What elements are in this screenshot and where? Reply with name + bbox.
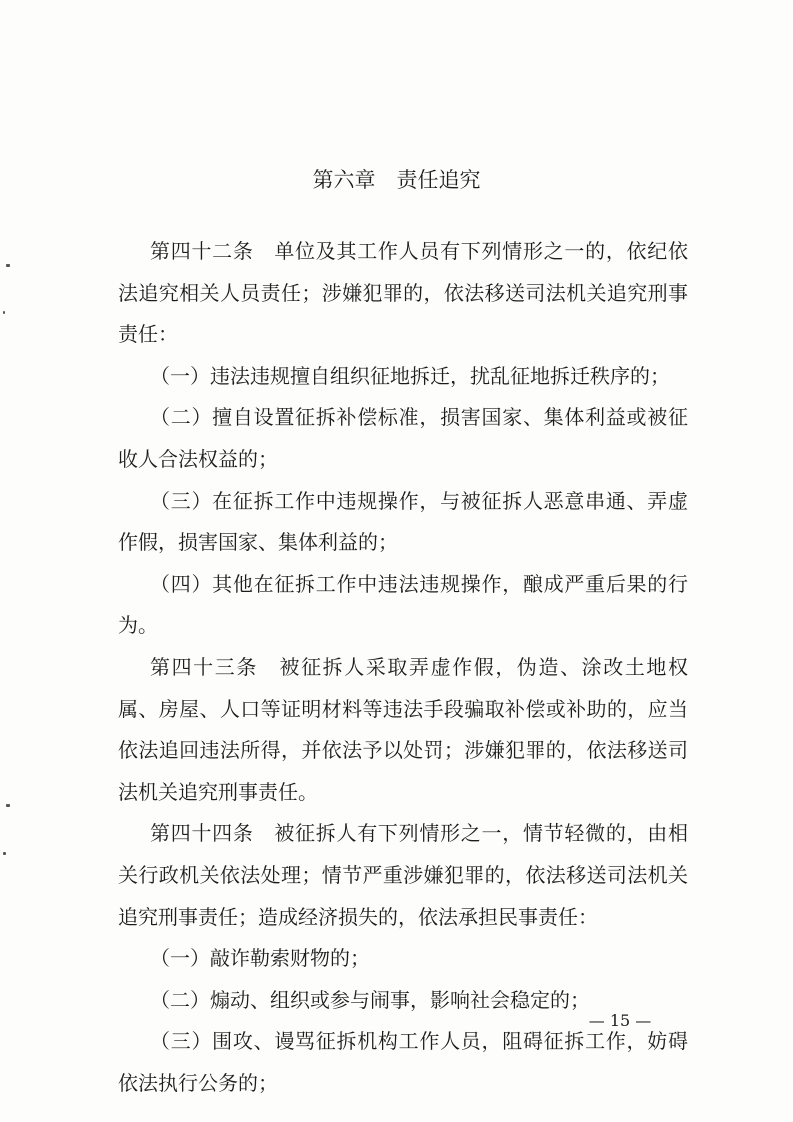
paragraph-item-1: （一）违法违规擅自组织征地拆迁，扰乱征地拆迁秩序的； [150,363,670,388]
document-body [118,231,688,1104]
paragraph-item-2: （二）擅自设置征拆补偿标准，损害国家、集体利益或被征收人合法权益的； [118,405,688,471]
paragraph-article-43: 第四十三条 被征拆人采取弄虚作假，伪造、涂改土地权属、房屋、人口等证明材料等违法手段骗取补偿或补助的，应当依法追回违法所得，并依法予以处罚；涉嫌犯罪的，依法移送司法机关追究刑事责任。 [118,654,688,804]
chapter-title: 第六章 责任追究 [312,168,481,192]
paragraph-item-2b: （二）煽动、组织或参与闹事，影响社会稳定的； [150,987,590,1012]
scan-speck [6,264,10,267]
paragraph-item-3: （三）在征拆工作中违规操作，与被征拆人恶意串通、弄虚作假，损害国家、集体利益的； [118,488,688,555]
paragraph-article-42: 第四十二条 单位及其工作人员有下列情形之一的，依纪依法追究相关人员责任；涉嫌犯罪的，依法移送司法机关追究刑事责任： [118,239,688,347]
scan-speck [6,804,10,807]
paragraph-item-3b: （三）围攻、谩骂征拆机构工作人员，阻碍征拆工作，妨碍依法执行公务的； [118,1029,688,1095]
paragraph-item-4: （四）其他在征拆工作中违法违规操作，酿成严重后果的行为。 [118,571,688,638]
scan-speck [3,852,6,855]
paragraph-article-44: 第四十四条 被征拆人有下列情形之一，情节轻微的，由相关行政机关依法处理；情节严重涉嫌犯罪的，依法移送司法机关追究刑事责任；造成经济损失的，依法承担民事责任： [118,821,688,929]
scan-speck [3,311,5,314]
paragraph-item-1b: （一）敲诈勒索财物的； [150,946,370,971]
page-number: — 15 — [588,1011,652,1030]
